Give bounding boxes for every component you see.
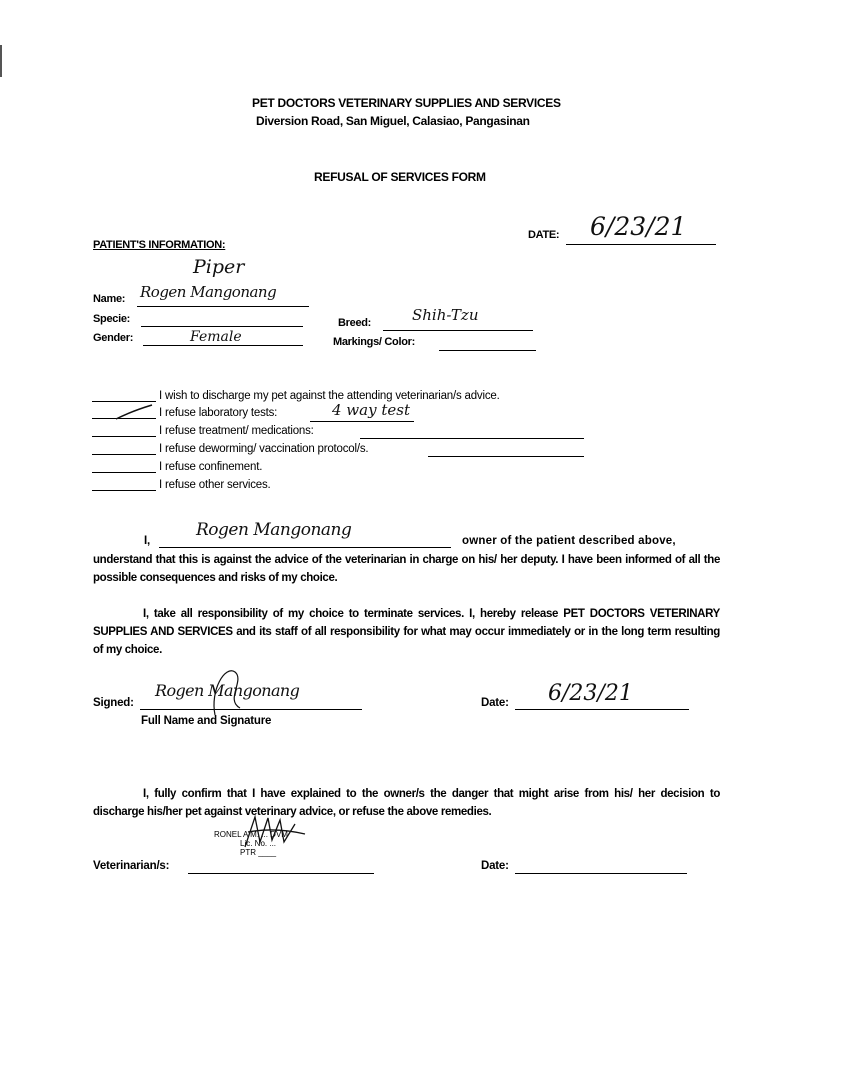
vet-signature (240, 812, 310, 852)
signature-date-line (515, 709, 689, 710)
pet-name-value[interactable]: Piper (193, 256, 245, 278)
top-date-value[interactable]: 6/23/21 (590, 212, 687, 241)
form-title: REFUSAL OF SERVICES FORM (314, 170, 486, 184)
vet-label: Veterinarian/s: (93, 860, 170, 872)
gender-value[interactable]: Female (190, 329, 242, 345)
lab-tests-line (310, 421, 414, 422)
responsibility-paragraph: I, take all responsibility of my choice to terminate services. I, hereby release PET DOCTORS VETERINARY SUPPLIES AND SERVICES and its staff of all responsibility for what may occur immediately or in the long term resulting of my choice. (93, 608, 720, 656)
treatment-line[interactable] (360, 438, 584, 439)
patient-section-title: PATIENT'S INFORMATION: (93, 239, 226, 251)
owner-statement-line (159, 547, 451, 548)
owner-name-in-name-field[interactable]: Rogen Mangonang (140, 283, 277, 301)
refusal-check-line[interactable] (92, 490, 156, 491)
top-date-line (566, 244, 716, 245)
refusal-item-text: I refuse laboratory tests: (159, 407, 278, 419)
refusal-check-line[interactable] (92, 454, 156, 455)
gender-line (143, 345, 303, 346)
deworming-line[interactable] (428, 456, 584, 457)
owner-signature[interactable]: Rogen Mangonang (155, 681, 300, 700)
refusal-check-line[interactable] (92, 436, 156, 437)
markings-line (439, 350, 536, 351)
refusal-item-text: I refuse confinement. (159, 461, 263, 473)
breed-line (383, 330, 533, 331)
vet-date-line[interactable] (515, 873, 687, 874)
business-address: Diversion Road, San Miguel, Calasiao, Pangasinan (256, 114, 530, 128)
top-date-label: DATE: (528, 229, 560, 241)
signature-flourish (205, 660, 255, 720)
breed-label: Breed: (338, 317, 372, 329)
confirmation-paragraph: I, fully confirm that I have explained to the owner/s the danger that might arise from his/ her decision to discharge his/her pet against veterinary advice, or refuse the above remedies. (93, 788, 720, 818)
signature-date-label: Date: (481, 697, 509, 709)
refusal-item-text: I refuse deworming/ vaccination protocol/s. (159, 443, 369, 455)
refusal-item-text: I refuse other services. (159, 479, 271, 491)
signed-label: Signed: (93, 697, 134, 709)
owner-statement-name[interactable]: Rogen Mangonang (196, 520, 352, 540)
statement-paragraph: understand that this is against the advice of the veterinarian in charge on his/ her deputy. I have been informed of all the possible consequences and risks of my choice. (93, 554, 720, 584)
statement-line1-end: owner of the patient described above, (462, 535, 676, 547)
name-label: Name: (93, 293, 126, 305)
stamp-name: RONEL A M. ... DVM (214, 830, 288, 839)
gender-label: Gender: (93, 332, 134, 344)
vet-line[interactable] (188, 873, 374, 874)
signature-date-value[interactable]: 6/23/21 (548, 681, 633, 706)
breed-value[interactable]: Shih-Tzu (412, 306, 479, 324)
lab-tests-value[interactable]: 4 way test (332, 401, 410, 419)
name-line (137, 306, 309, 307)
refusal-check-mark (114, 402, 154, 422)
refusal-item-text: I wish to discharge my pet against the attending veterinarian/s advice. (159, 390, 500, 402)
business-name: PET DOCTORS VETERINARY SUPPLIES AND SERVICES (252, 96, 561, 110)
vet-date-label: Date: (481, 860, 509, 872)
specie-label: Specie: (93, 313, 131, 325)
signature-caption: Full Name and Signature (141, 715, 272, 727)
refusal-check-line[interactable] (92, 472, 156, 473)
markings-label: Markings/ Color: (333, 336, 415, 348)
scan-edge-mark (0, 45, 2, 77)
statement-i-label: I, (144, 535, 150, 547)
specie-line (141, 326, 303, 327)
stamp-ptr: PTR ____ (240, 848, 277, 857)
refusal-item-text: I refuse treatment/ medications: (159, 425, 314, 437)
stamp-license: Lic. No. ... (240, 839, 277, 848)
